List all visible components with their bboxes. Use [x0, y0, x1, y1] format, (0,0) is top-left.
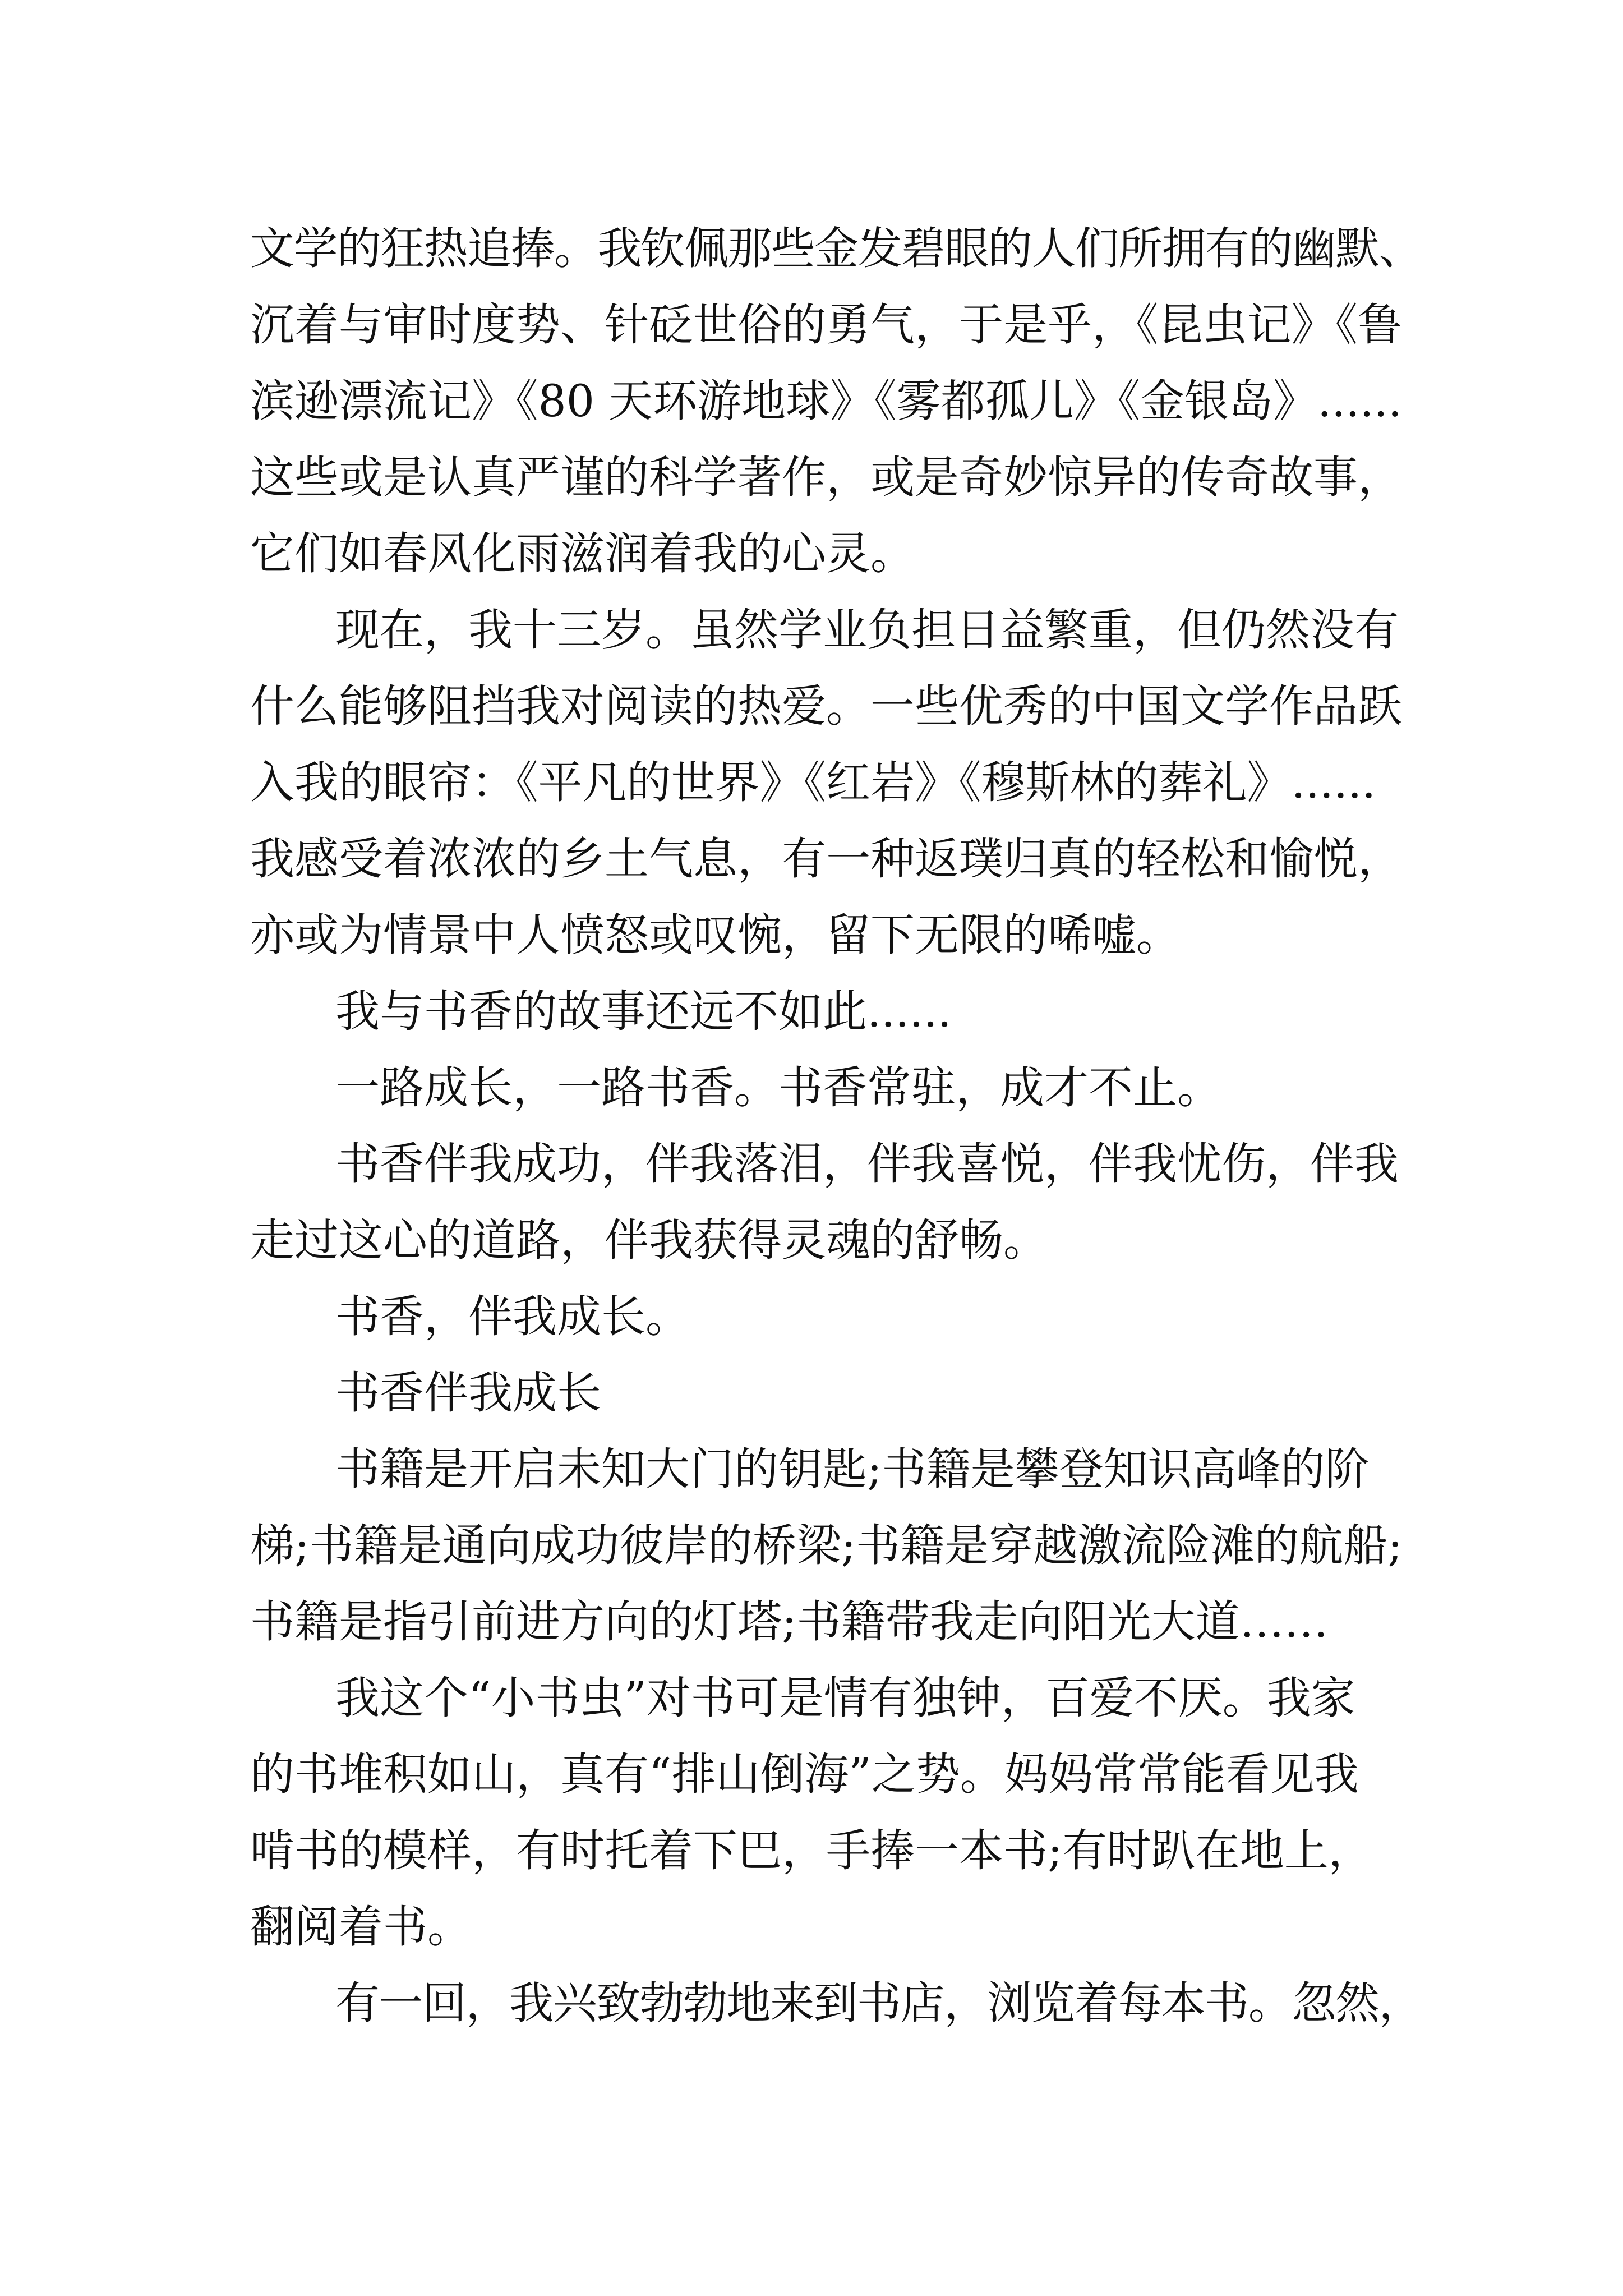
text-line: 书香，伴我成长。 — [335, 1291, 690, 1342]
document-body — [250, 210, 1422, 2041]
text-line: 文学的狂热追捧。我钦佩那些金发碧眼的人们所拥有的幽默、 — [250, 223, 1422, 274]
text-line: 书香伴我成长 — [335, 1367, 601, 1419]
text-line: 翻阅着书。 — [250, 1901, 472, 1953]
text-line: 滨逊漂流记》《80 天环游地球》《雾都孤儿》《金银岛》...... — [250, 375, 1402, 427]
text-line: 书籍是开启未知大门的钥匙;书籍是攀登知识高峰的阶 — [335, 1443, 1370, 1495]
text-line: 啃书的模样，有时托着下巴，手捧一本书;有时趴在地上， — [250, 1825, 1373, 1876]
text-line: 书香伴我成功，伴我落泪，伴我喜悦，伴我忧伤，伴我 — [335, 1138, 1399, 1190]
text-line: 一路成长，一路书香。书香常驻，成才不止。 — [335, 1062, 1221, 1114]
text-line: 书籍是指引前进方向的灯塔;书籍带我走向阳光大道…… — [250, 1596, 1329, 1648]
text-line: 什么能够阻挡我对阅读的热爱。一些优秀的中国文学作品跃 — [250, 680, 1402, 732]
text-line: 这些或是认真严谨的科学著作，或是奇妙惊异的传奇故事， — [250, 452, 1402, 503]
text-line: 走过这心的道路，伴我获得灵魂的舒畅。 — [250, 1214, 1048, 1266]
text-line: 亦或为情景中人愤怒或叹惋，留下无限的唏嘘。 — [250, 909, 1181, 961]
text-line: 有一回，我兴致勃勃地来到书店，浏览着每本书。忽然， — [335, 1977, 1423, 2029]
text-line: 我这个“小书虫”对书可是情有独钟，百爱不厌。我家 — [335, 1672, 1355, 1724]
text-line: 我与书香的故事还远不如此...... — [335, 986, 952, 1037]
text-line: 我感受着浓浓的乡土气息，有一种返璞归真的轻松和愉悦， — [250, 833, 1402, 885]
text-line: 现在，我十三岁。虽然学业负担日益繁重，但仍然没有 — [335, 604, 1399, 656]
text-line: 的书堆积如山，真有“排山倒海”之势。妈妈常常能看见我 — [250, 1749, 1359, 1800]
text-line: 梯;书籍是通向成功彼岸的桥梁;书籍是穿越激流险滩的航船; — [250, 1520, 1403, 1571]
text-line: 沉着与审时度势、针砭世俗的勇气，于是乎，《昆虫记》《鲁 — [250, 299, 1402, 351]
text-line: 入我的眼帘：《平凡的世界》《红岩》《穆斯林的葬礼》...... — [250, 757, 1376, 808]
text-line: 它们如春风化雨滋润着我的心灵。 — [250, 528, 915, 579]
